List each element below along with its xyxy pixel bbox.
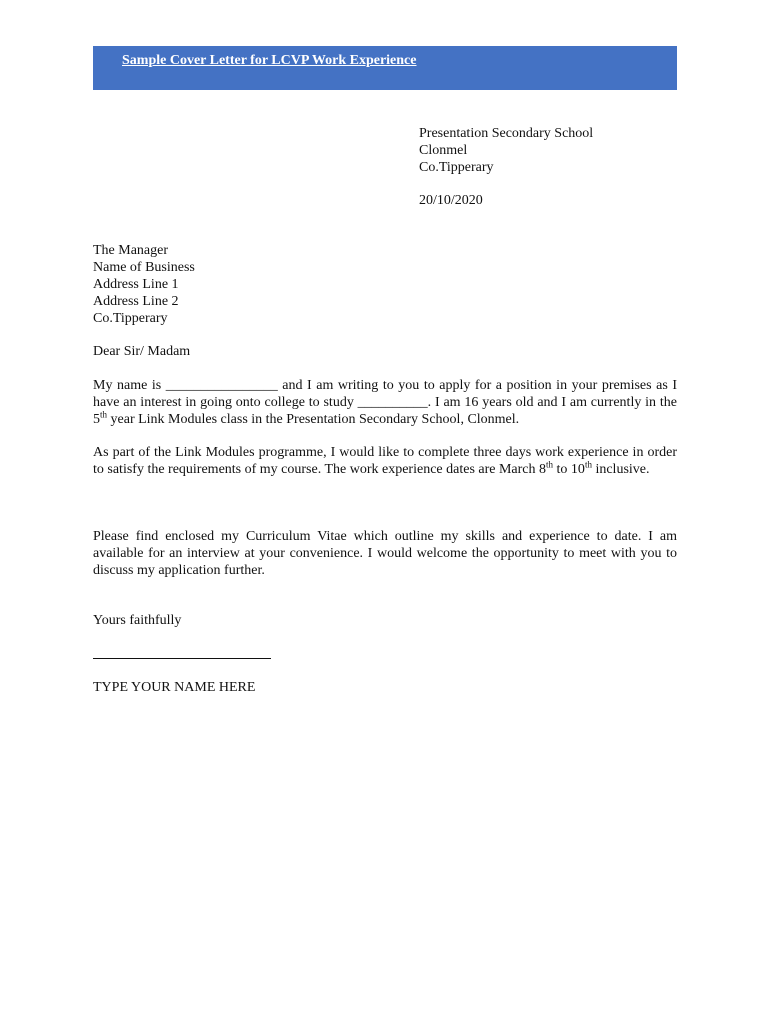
body-paragraph-cv: Please find enclosed my Curriculum Vitae which outline my skills and experience to date. I am available for an interview at your convenience. I would welcome the opportunity to meet with you to discuss my application further. [93,529,677,578]
title-banner [93,46,677,90]
ordinal-suffix: th [584,459,592,470]
recipient-address-line: The Manager [93,243,169,258]
salutation: Dear Sir/ Madam [93,344,191,359]
recipient-address-line: Address Line 2 [93,294,179,309]
paragraph-text: As part of the Link Modules programme, I would like to complete three days work experience in order to satisfy the requirements of my course. The work experience dates are March 8 [93,445,677,477]
recipient-address-line: Co.Tipperary [93,311,168,326]
sender-address-line: Co.Tipperary [419,160,494,175]
recipient-address-line: Name of Business [93,260,195,275]
paragraph-text: My name is ________________ and I am writing to you to apply for a position in your premises as I have an interest in going onto college to study __________. I am 16 years old and I am currently in the 5 [93,378,677,427]
paragraph-text: year Link Modules class in the Presentation Secondary School, Clonmel. [107,412,520,427]
ordinal-suffix: th [546,459,554,470]
sender-address-line: Clonmel [419,143,468,158]
recipient-address-line: Address Line 1 [93,277,179,292]
sender-address-line: Presentation Secondary School [419,126,594,141]
paragraph-text: inclusive. [591,462,650,477]
recipient-address [93,242,195,327]
body-paragraph-intro [93,377,677,428]
signature-line [93,658,271,659]
letter-date: 20/10/2020 [419,193,483,208]
signature-name: TYPE YOUR NAME HERE [93,680,256,695]
closing: Yours faithfully [93,613,182,628]
sender-address [419,125,677,176]
ordinal-suffix: th [100,409,108,420]
paragraph-text: to 10 [553,462,585,477]
letter-title: Sample Cover Letter for LCVP Work Experience [122,53,417,68]
body-paragraph-work-experience [93,444,677,478]
